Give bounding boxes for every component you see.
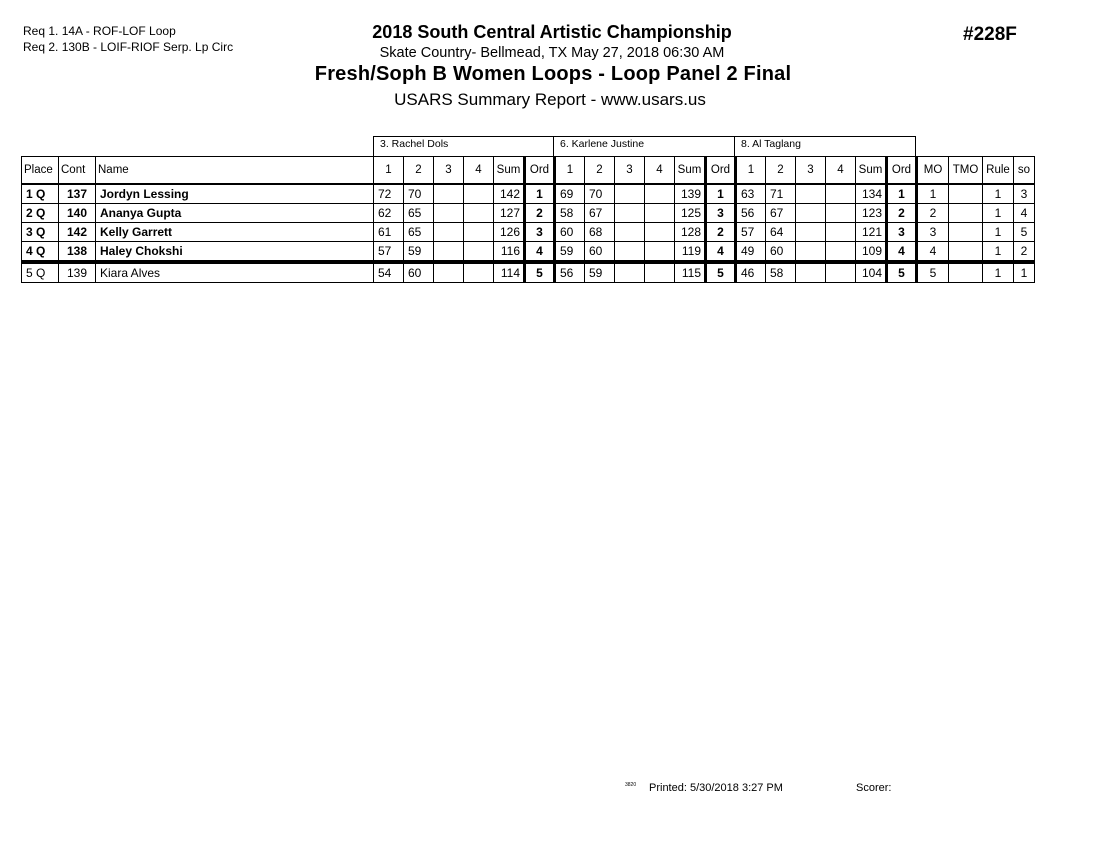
score-cell (464, 204, 494, 223)
score-cell (434, 204, 464, 223)
score-cell (434, 262, 464, 283)
mo-cell: 3 (917, 223, 949, 242)
so-cell: 4 (1014, 204, 1035, 223)
table-row (22, 242, 1035, 263)
tmo-cell (949, 223, 983, 242)
rule-cell: 1 (983, 184, 1014, 204)
sum-cell: 119 (675, 242, 706, 263)
sum-cell: 109 (856, 242, 887, 263)
score-cell (615, 204, 645, 223)
score-cell: 58 (555, 204, 585, 223)
score-cell (434, 223, 464, 242)
sum-cell: 127 (494, 204, 525, 223)
skater-name-cell: Jordyn Lessing (96, 184, 374, 204)
table-row (22, 223, 1035, 242)
judge-header-1: 3. Rachel Dols (373, 136, 554, 156)
score-cell: 58 (766, 262, 796, 283)
ordinal-cell: 5 (706, 262, 736, 283)
col-j3-4: 4 (826, 157, 856, 185)
score-cell (826, 262, 856, 283)
col-j1-ord: Ord (525, 157, 555, 185)
judge-header-3: 8. Al Taglang (734, 136, 916, 156)
score-cell: 57 (736, 223, 766, 242)
score-cell (615, 223, 645, 242)
score-cell: 60 (404, 262, 434, 283)
score-cell: 68 (585, 223, 615, 242)
venue-date-subtitle: Skate Country- Bellmead, TX May 27, 2018 06:30 AM (379, 45, 725, 61)
score-cell (826, 184, 856, 204)
skater-name-cell: Ananya Gupta (96, 204, 374, 223)
col-cont: Cont (59, 157, 96, 185)
score-cell: 60 (585, 242, 615, 263)
event-number: #228F (963, 24, 1017, 45)
ordinal-cell: 2 (525, 204, 555, 223)
col-rule: Rule (983, 157, 1014, 185)
place-cell: 1 Q (22, 184, 59, 204)
place-cell: 4 Q (22, 242, 59, 263)
championship-title: 2018 South Central Artistic Championship (372, 22, 732, 42)
score-cell (464, 242, 494, 263)
tmo-cell (949, 262, 983, 283)
rule-cell: 1 (983, 242, 1014, 263)
ordinal-cell: 4 (706, 242, 736, 263)
rule-cell: 1 (983, 204, 1014, 223)
score-cell (434, 184, 464, 204)
mo-cell: 5 (917, 262, 949, 283)
col-j3-2: 2 (766, 157, 796, 185)
col-place: Place (22, 157, 59, 185)
so-cell: 1 (1014, 262, 1035, 283)
col-mo: MO (917, 157, 949, 185)
score-cell (615, 242, 645, 263)
requirement-2: Req 2. 130B - LOIF-RIOF Serp. Lp Circ (23, 40, 234, 54)
score-cell: 56 (555, 262, 585, 283)
so-cell: 3 (1014, 184, 1035, 204)
score-cell (645, 262, 675, 283)
col-j3-1: 1 (736, 157, 766, 185)
rule-cell: 1 (983, 262, 1014, 283)
score-cell (645, 223, 675, 242)
sum-cell: 142 (494, 184, 525, 204)
place-cell: 5 Q (22, 262, 59, 283)
score-cell: 62 (374, 204, 404, 223)
place-cell: 2 Q (22, 204, 59, 223)
report-title: USARS Summary Report - www.usars.us (394, 90, 706, 109)
contestant-number-cell: 138 (59, 242, 96, 263)
ordinal-cell: 3 (706, 204, 736, 223)
score-cell (645, 204, 675, 223)
so-cell: 5 (1014, 223, 1035, 242)
score-cell: 65 (404, 204, 434, 223)
ordinal-cell: 3 (525, 223, 555, 242)
col-j1-4: 4 (464, 157, 494, 185)
tmo-cell (949, 242, 983, 263)
col-j3-3: 3 (796, 157, 826, 185)
col-j1-sum: Sum (494, 157, 525, 185)
ordinal-cell: 1 (706, 184, 736, 204)
score-cell: 69 (555, 184, 585, 204)
header-row (22, 157, 1035, 185)
ordinal-cell: 4 (887, 242, 917, 263)
sum-cell: 126 (494, 223, 525, 242)
skater-name-cell: Kiara Alves (96, 262, 374, 283)
ordinal-cell: 1 (887, 184, 917, 204)
ordinal-cell: 4 (525, 242, 555, 263)
score-cell: 70 (404, 184, 434, 204)
score-cell: 56 (736, 204, 766, 223)
table-row (22, 204, 1035, 223)
printed-timestamp: Printed: 5/30/2018 3:27 PM (649, 782, 783, 794)
score-cell: 61 (374, 223, 404, 242)
sum-cell: 125 (675, 204, 706, 223)
mo-cell: 2 (917, 204, 949, 223)
ordinal-cell: 1 (525, 184, 555, 204)
score-cell: 71 (766, 184, 796, 204)
ordinal-cell: 2 (706, 223, 736, 242)
judge-header-2: 6. Karlene Justine (553, 136, 735, 156)
mo-cell: 4 (917, 242, 949, 263)
col-tmo: TMO (949, 157, 983, 185)
score-cell (464, 184, 494, 204)
col-j2-3: 3 (615, 157, 645, 185)
score-cell: 54 (374, 262, 404, 283)
sum-cell: 123 (856, 204, 887, 223)
col-j2-4: 4 (645, 157, 675, 185)
score-cell: 63 (736, 184, 766, 204)
sum-cell: 115 (675, 262, 706, 283)
score-cell: 67 (766, 204, 796, 223)
score-cell (796, 204, 826, 223)
place-cell: 3 Q (22, 223, 59, 242)
score-cell: 59 (404, 242, 434, 263)
score-cell: 64 (766, 223, 796, 242)
col-j1-2: 2 (404, 157, 434, 185)
col-j3-sum: Sum (856, 157, 887, 185)
tmo-cell (949, 204, 983, 223)
col-j3-ord: Ord (887, 157, 917, 185)
score-cell (645, 242, 675, 263)
skater-name-cell: Haley Chokshi (96, 242, 374, 263)
sum-cell: 128 (675, 223, 706, 242)
score-cell: 59 (555, 242, 585, 263)
score-cell (826, 204, 856, 223)
footer-code: 3820 (625, 782, 637, 788)
sum-cell: 104 (856, 262, 887, 283)
ordinal-cell: 2 (887, 204, 917, 223)
score-cell (796, 242, 826, 263)
sum-cell: 121 (856, 223, 887, 242)
score-cell (796, 262, 826, 283)
col-so: so (1014, 157, 1035, 185)
score-cell (645, 184, 675, 204)
score-cell (615, 262, 645, 283)
score-cell (826, 223, 856, 242)
col-j2-sum: Sum (675, 157, 706, 185)
table-row (22, 184, 1035, 204)
col-j2-1: 1 (555, 157, 585, 185)
score-cell (796, 223, 826, 242)
so-cell: 2 (1014, 242, 1035, 263)
ordinal-cell: 5 (525, 262, 555, 283)
requirement-1: Req 1. 14A - ROF-LOF Loop (23, 24, 176, 38)
score-cell: 46 (736, 262, 766, 283)
results-table (21, 156, 1035, 283)
sum-cell: 116 (494, 242, 525, 263)
ordinal-cell: 5 (887, 262, 917, 283)
score-cell (434, 242, 464, 263)
col-j1-1: 1 (374, 157, 404, 185)
score-cell: 70 (585, 184, 615, 204)
score-cell: 49 (736, 242, 766, 263)
score-cell (464, 223, 494, 242)
score-cell (464, 262, 494, 283)
score-cell: 72 (374, 184, 404, 204)
score-cell (796, 184, 826, 204)
ordinal-cell: 3 (887, 223, 917, 242)
score-cell: 67 (585, 204, 615, 223)
mo-cell: 1 (917, 184, 949, 204)
scorer-label: Scorer: (856, 782, 892, 794)
table-row (22, 262, 1035, 283)
score-cell: 59 (585, 262, 615, 283)
col-j1-3: 3 (434, 157, 464, 185)
col-j2-2: 2 (585, 157, 615, 185)
score-cell: 65 (404, 223, 434, 242)
sum-cell: 134 (856, 184, 887, 204)
tmo-cell (949, 184, 983, 204)
score-cell: 57 (374, 242, 404, 263)
score-cell (826, 242, 856, 263)
contestant-number-cell: 139 (59, 262, 96, 283)
sum-cell: 139 (675, 184, 706, 204)
event-name: Fresh/Soph B Women Loops - Loop Panel 2 Final (314, 63, 792, 85)
score-cell: 60 (766, 242, 796, 263)
contestant-number-cell: 142 (59, 223, 96, 242)
rule-cell: 1 (983, 223, 1014, 242)
col-name: Name (96, 157, 374, 185)
score-cell (615, 184, 645, 204)
sum-cell: 114 (494, 262, 525, 283)
col-j2-ord: Ord (706, 157, 736, 185)
skater-name-cell: Kelly Garrett (96, 223, 374, 242)
contestant-number-cell: 140 (59, 204, 96, 223)
contestant-number-cell: 137 (59, 184, 96, 204)
score-cell: 60 (555, 223, 585, 242)
